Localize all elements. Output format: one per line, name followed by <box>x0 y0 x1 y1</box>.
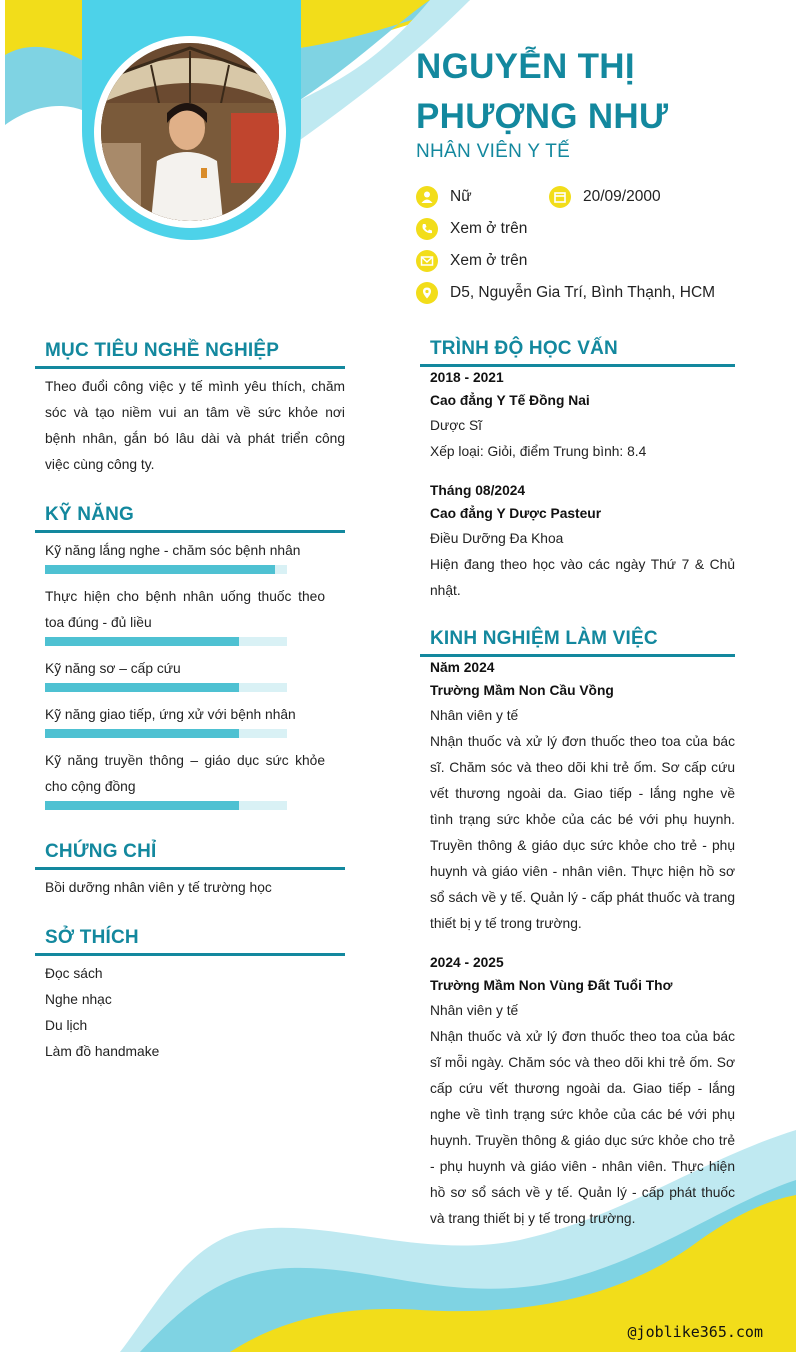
contact-address <box>416 282 715 304</box>
candidate-name <box>416 42 776 142</box>
skill-label: Thực hiện cho bệnh nhân uống thuốc theo toa đúng - đủ liều <box>45 589 325 630</box>
location-pin-icon <box>416 282 438 304</box>
skill-bar <box>45 683 287 692</box>
experience-company: Trường Mầm Non Cầu Vồng <box>430 683 614 698</box>
skill-bar-fill <box>45 801 239 810</box>
address-value: D5, Nguyễn Gia Trí, Bình Thạnh, HCM <box>450 284 716 301</box>
hobbies-title: SỞ THÍCH <box>45 927 139 948</box>
hobby-item: Đọc sách <box>45 966 103 981</box>
skills-rule <box>35 530 345 533</box>
birthdate-value: 20/09/2000 <box>583 188 661 205</box>
certificates-rule <box>35 867 345 870</box>
contact-gender <box>416 186 472 208</box>
profile-photo <box>101 43 279 221</box>
experience-description: Nhận thuốc và xử lý đơn thuốc theo toa của bác sĩ mỗi ngày. Chăm sóc và theo dõi khi trẻ ốm. Sơ cấp cứu vết thương ngoài da. Giao tiếp - lắng nghe về tình trạng sức khỏe của các bé với phụ huynh. Truyền thông & giáo dục sức khỏe cho trẻ - phụ huynh và giáo viên - nhân viên. Thực hiện hồ sơ sổ sách về y tế. Quản lý - cấp phát thuốc và trang thiết bị y tế trong trường. <box>430 1029 735 1226</box>
education-period: 2018 - 2021 <box>430 370 504 385</box>
skill-bar <box>45 637 287 646</box>
name-line-2: PHƯỢNG NHƯ <box>416 97 669 136</box>
skill-bar-fill <box>45 729 239 738</box>
hobby-item: Nghe nhạc <box>45 992 112 1007</box>
experience-title: KINH NGHIỆM LÀM VIỆC <box>430 628 658 649</box>
skill-bar-fill <box>45 683 239 692</box>
skill-bar-fill <box>45 565 275 574</box>
skill-label: Kỹ năng sơ – cấp cứu <box>45 661 181 676</box>
education-period: Tháng 08/2024 <box>430 483 526 498</box>
name-line-1: NGUYỄN THỊ <box>416 47 635 86</box>
skill-bar-fill <box>45 637 239 646</box>
experience-period: 2024 - 2025 <box>430 955 504 970</box>
gender-value: Nữ <box>450 188 472 205</box>
experience-role: Nhân viên y tế <box>430 708 519 723</box>
objective-title: MỤC TIÊU NGHỀ NGHIỆP <box>45 340 280 361</box>
contact-phone <box>416 218 527 240</box>
education-note: Hiện đang theo học vào các ngày Thứ 7 & Chủ nhật. <box>430 557 735 598</box>
education-title: TRÌNH ĐỘ HỌC VẤN <box>430 338 618 359</box>
certificate-item: Bồi dưỡng nhân viên y tế trường học <box>45 880 272 895</box>
email-value: Xem ở trên <box>450 252 528 269</box>
hobbies-rule <box>35 953 345 956</box>
experience-company: Trường Mầm Non Vùng Đất Tuổi Thơ <box>430 978 673 993</box>
hobby-item: Làm đồ handmake <box>45 1044 160 1059</box>
phone-value: Xem ở trên <box>450 220 528 237</box>
phone-icon <box>416 218 438 240</box>
education-note: Xếp loại: Giỏi, điểm Trung bình: 8.4 <box>430 444 647 459</box>
objective-text: Theo đuổi công việc y tế mình yêu thích, chăm sóc và tạo niềm vui an tâm về sức khỏe nơi bệnh nhân, gắn bó lâu dài và phát triển công việc cùng công ty. <box>45 379 345 472</box>
top-left-cyan-wave <box>5 47 82 125</box>
skills-title: KỸ NĂNG <box>45 504 135 525</box>
education-school: Cao đẳng Y Dược Pasteur <box>430 506 602 521</box>
skill-label: Kỹ năng giao tiếp, ứng xử với bệnh nhân <box>45 707 296 722</box>
experience-period: Năm 2024 <box>430 660 495 675</box>
education-school: Cao đẳng Y Tế Đồng Nai <box>430 393 590 408</box>
skill-bar <box>45 565 287 574</box>
job-title: NHÂN VIÊN Y TẾ <box>416 141 571 162</box>
skill-bar <box>45 729 287 738</box>
skill-label: Kỹ năng truyền thông – giáo dục sức khỏe cho cộng đồng <box>45 753 325 794</box>
education-major: Dược Sĩ <box>430 418 483 433</box>
education-major: Điều Dưỡng Đa Khoa <box>430 531 564 546</box>
skill-bar <box>45 801 287 810</box>
certificates-title: CHỨNG CHỈ <box>45 841 157 862</box>
contact-birthdate <box>549 186 661 208</box>
hobby-item: Du lịch <box>45 1018 88 1033</box>
calendar-icon <box>549 186 571 208</box>
experience-description: Nhận thuốc và xử lý đơn thuốc theo toa của bác sĩ. Chăm sóc và theo dõi khi trẻ ốm. Sơ cấp cứu vết thương ngoài da. Giao tiếp - lắng nghe về tình trạng sức khỏe của các bé với phụ huynh. Truyền thông & giáo dục sức khỏe cho trẻ - phụ huynh và giáo viên - nhân viên. Thực hiện hồ sơ sổ sách về y tế. Quản lý - cấp phát thuốc và trang thiết bị y tế trong trường. <box>430 734 735 931</box>
skill-label: Kỹ năng lắng nghe - chăm sóc bệnh nhân <box>45 543 301 558</box>
contact-email <box>416 250 527 272</box>
experience-role: Nhân viên y tế <box>430 1003 519 1018</box>
mail-icon <box>416 250 438 272</box>
user-icon <box>416 186 438 208</box>
objective-rule <box>35 366 345 369</box>
watermark: @joblike365.com <box>627 1323 763 1341</box>
